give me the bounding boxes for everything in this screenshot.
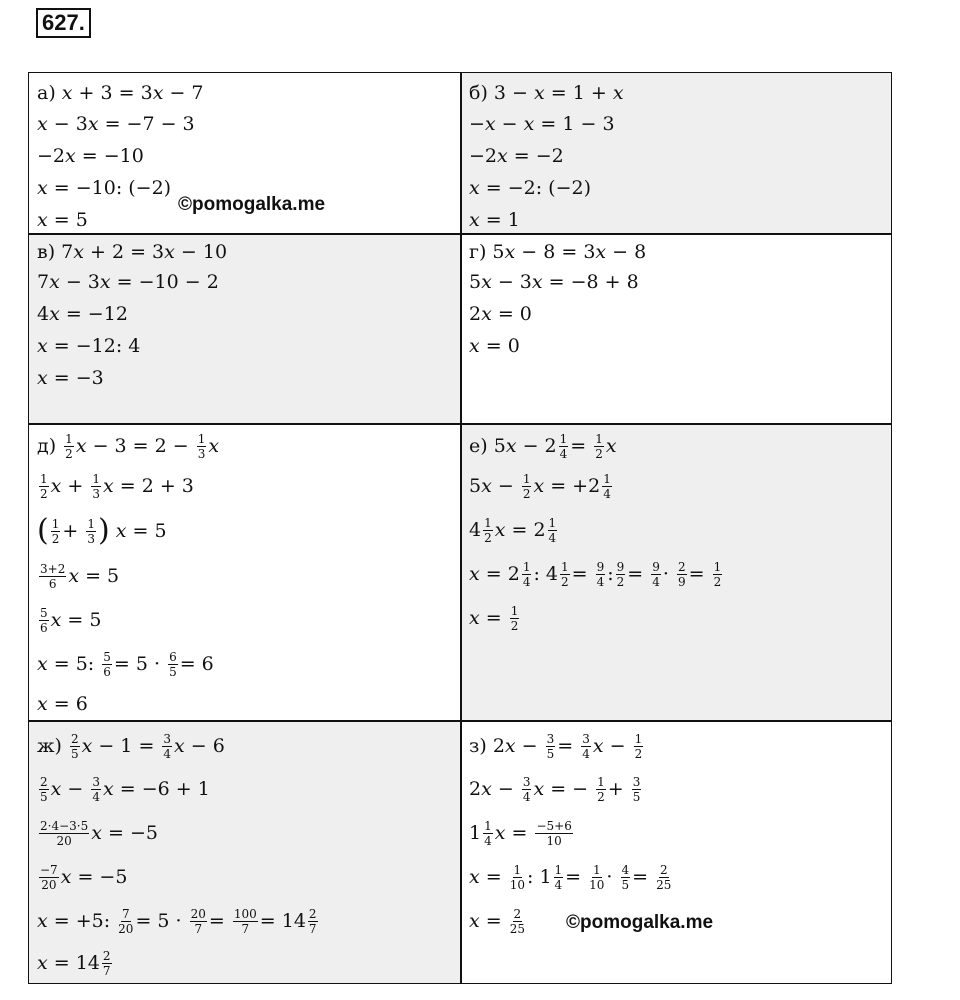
row-divider (29, 423, 891, 425)
cell-e: е) 5 x − 2 $\frac{1}{4}$ = $\frac{1}{2}$ x 5 x − $\frac{1}{2}$ x = +2 $\frac{1}{4}$ 4 $\frac{1}{2}$ x = 2 $\frac{1}{4}$ x = 2 $\frac{1}{4}$ : 4 $\frac{1}{2}$ = $\frac{9}{4}$ : $\frac{9}{2}$ = $\frac{9}{4}$ · $\frac{2}{9}$ = $\frac{1}{2}$ x = $\frac{1}{2}$ (461, 424, 891, 720)
column-divider (460, 73, 462, 983)
cell-g: г) 5 x − 8 = 3 x − 8 5 x − 3 x = −8 + 8 2 x = 0 x = 0 (469, 241, 647, 357)
row-divider (29, 233, 891, 235)
cell-d: д) $\frac{1}{2}$ x − 3 = 2 − $\frac{1}{3}$ x $\frac{1}{2}$ x + $\frac{1}{3}$ x = 2 + 3 ( $\frac{1}{2}$ + $\frac{1}{3}$ ) x = 5 $\frac{3+2}{6}$ x = 5 $\frac{5}{6}$ x = 5 x = 5: $\frac{5}{6}$ = 5 · $\frac{6}{5}$ = 6 x = 6 (37, 431, 220, 715)
watermark: ©pomogalka.me (566, 912, 714, 933)
row-divider (29, 720, 891, 722)
cell-v: в) 7 x + 2 = 3 x − 10 7 x − 3 x = −10 − 2 4 x = −12 x = −12: 4 x = −3 (29, 234, 460, 423)
cell-z: з) 2 x − $\frac{3}{5}$ = $\frac{3}{4}$ x − $\frac{1}{2}$ 2 x − $\frac{3}{4}$ x = − $\frac{1}{2}$ + $\frac{3}{5}$ 1 $\frac{1}{4}$ x = $\frac{-5+6}{10}$ x = $\frac{1}{10}$ : 1 $\frac{1}{4}$ = $\frac{1}{10}$ · $\frac{4}{5}$ = $\frac{2}{25}$ x = $\frac{2}{25}$ (469, 731, 672, 936)
watermark: ©pomogalka.me (178, 194, 326, 215)
cell-a: а) x + 3 = 3 x − 7 x − 3 x = −7 − 3 −2 x = −10 x = −10: (−2) x = 5 (37, 81, 204, 231)
cell-b: б) 3 − x = 1 + x − x − x = 1 − 3 −2 x = −2 x = −2: (−2) x = 1 (461, 73, 891, 233)
problem-number: 627. (36, 8, 91, 38)
solution-table (28, 72, 892, 984)
cell-zh: ж) $\frac{2}{5}$ x − 1 = $\frac{3}{4}$ x − 6 $\frac{2}{5}$ x − $\frac{3}{4}$ x = −6 + 1 $\frac{2\cdot 4-3\cdot 5}{20}$ x = −5 $\frac{-7}{20}$ x = −5 x = +5: $\frac{7}{20}$ = 5 · $\frac{20}{7}$ = $\frac{100}{7}$ = 14 $\frac{2}{7}$ x = 14 $\frac{2}{7}$ (29, 721, 460, 983)
